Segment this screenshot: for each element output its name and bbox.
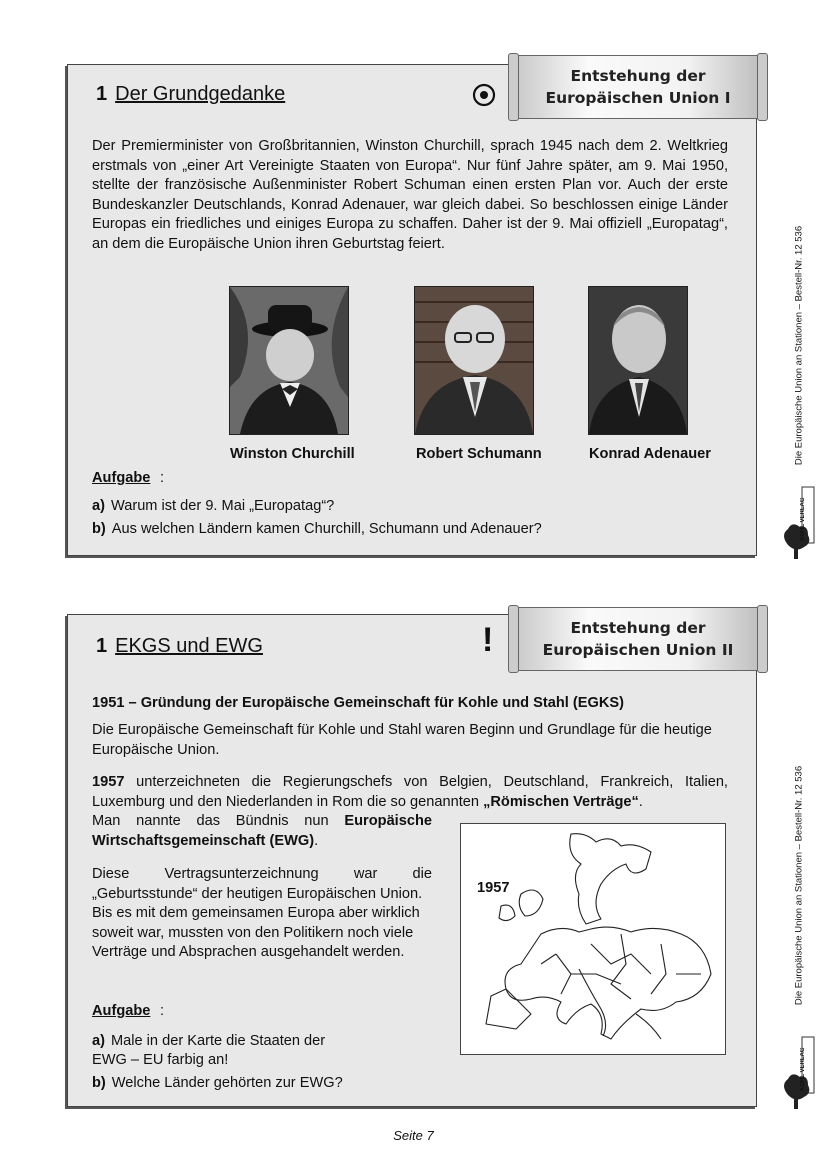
adenauer-portrait-icon [589,287,687,434]
card1-task-heading: Aufgabe [92,470,151,486]
card1-paragraph: Der Premierminister von Großbritannien, Winston Churchill, sprach 1945 nach dem 2. Weltkrieg erstmals von „einer Art Vereinigte Staaten von Europa“. Nur fünf Jahre später, am 9. Mai 1950, stellte der französische Außenminister Robert Schuman einen ersten Plan vor. Auch der erste Bundeskanzler Deutschlands, Konrad Adenauer, war gleich dabei. So beschlossen einige Länder Europas ein friedliches und einiges Europa zu schaffen. Daher ist der 9. Mai offiziell „Europatag“, an dem die Europäische Union ihren Geburtstag feiert. [92,138,728,252]
card1-banner [513,55,763,119]
card1-task-colon: : [160,470,165,486]
churchill-portrait-icon [230,287,348,434]
card1-title: Der Grundgedanke [115,83,286,105]
station-card-2 [67,614,757,1107]
card2-p1: Die Europäische Gemeinschaft für Kohle und Stahl waren Beginn und Grundlage für die heutige Europäische Union. [92,722,712,758]
europe-outline-icon [461,824,725,1054]
page-footer: Seite 7 [393,1128,434,1143]
card2-banner-line2: Europäischen Union II [542,641,734,659]
card1-task-a: a) Warum ist der 9. Mai „Europatag“? [92,498,335,514]
photo-churchill [229,286,349,435]
card2-number: 1 [96,635,108,657]
exclamation-icon: ! [482,621,494,659]
card2-task-heading: Aufgabe [92,1003,151,1019]
card1-task-b: b) Aus welchen Ländern kamen Churchill, Schumann und Adenauer? [92,521,542,537]
card2-p2: 1957 unterzeichneten die Regierungschefs von Belgien, Deutschland, Frankreich, Italien, Luxemburg und den Niederlanden in Rom die so genannten „Römischen Verträge“. [92,774,728,810]
caption-schumann: Robert Schumann [416,446,542,462]
publisher-name-bottom: KOHL VERLAG [800,1047,806,1091]
schumann-portrait-icon [415,287,533,434]
card2-p3: Man nannte das Bündnis nun Europäische Wirtschaftsgemeinschaft (EWG). [92,813,432,849]
card2-task-a: a) Male in der Karte die Staaten der EWG – EU farbig an! [92,1033,326,1068]
europe-map[interactable] [460,823,726,1055]
card1-banner-line1: Entstehung der [570,67,706,85]
card2-heading [96,635,263,658]
card1-number: 1 [96,83,108,105]
card2-subheading: 1951 – Gründung der Europäische Gemeinschaft für Kohle und Stahl (EGKS) [92,695,624,711]
card2-banner [513,607,763,671]
publisher-logo-top [778,485,818,565]
card2-task-colon: : [160,1003,165,1019]
card2-p5: Bis es mit dem gemeinsamen Europa aber wirklich soweit war, mussten von den Politikern noch viele Verträge und Absprachen ausgehandelt werden. [92,905,420,960]
photo-adenauer [588,286,688,435]
publisher-logo-bottom [778,1035,818,1115]
station-card-1 [67,64,757,556]
card2-task-b: b) Welche Länder gehörten zur EWG? [92,1075,343,1091]
card2-banner-line1: Entstehung der [570,619,706,637]
map-year: 1957 [477,880,510,896]
photo-schumann [414,286,534,435]
card1-banner-line2: Europäischen Union I [545,89,731,107]
card2-title: EKGS und EWG [115,635,263,657]
side-text-bottom: Die Europäische Union an Stationen – Bestell-Nr. 12 536 [793,765,805,1006]
target-icon [472,83,496,107]
caption-adenauer: Konrad Adenauer [589,446,711,462]
side-text-top: Die Europäische Union an Stationen – Bestell-Nr. 12 536 [793,225,805,466]
card1-heading [96,83,285,106]
publisher-name-top: KOHL VERLAG [800,497,806,541]
caption-churchill: Winston Churchill [230,446,355,462]
card2-p4: Diese Vertragsunterzeichnung war die „Geburtsstunde“ der heutigen Europäischen Union. [92,866,432,902]
